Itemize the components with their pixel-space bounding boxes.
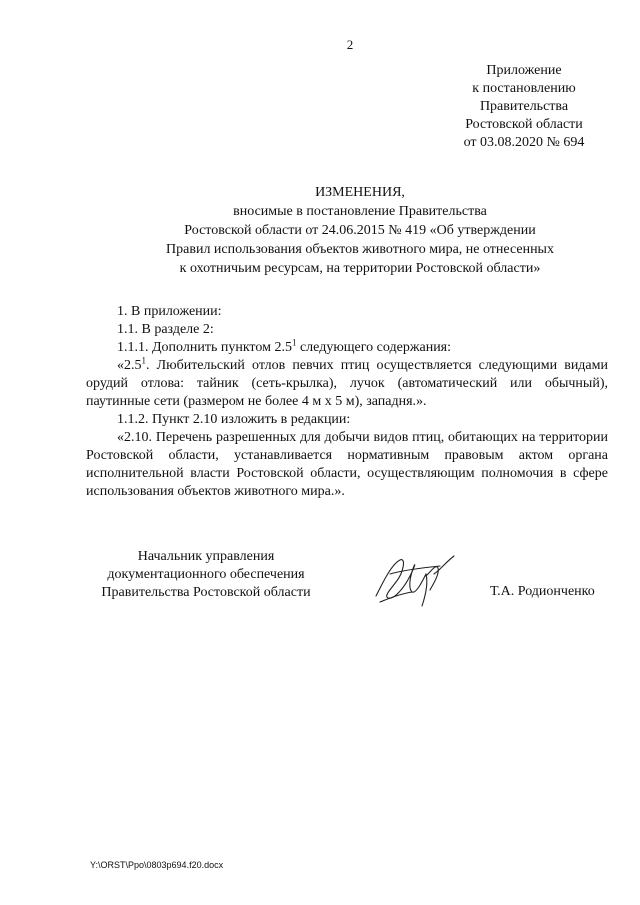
document-body — [86, 303, 608, 501]
appendix-line: от 03.08.2020 № 694 — [463, 135, 585, 150]
document-heading — [110, 183, 610, 278]
paragraph-1-1: 1.1. В разделе 2: — [117, 322, 214, 337]
paragraph-text: . Любительский отлов певчих птиц осуществляется следующими видами орудий отлова: тайник (сеть-крылка), лучок (автоматический или обычный), паутинные сети (размером не более 4 м х 5 м), западня.». — [86, 358, 608, 409]
paragraph-1: 1. В приложении: — [117, 304, 222, 319]
paragraph-text: следующего содержания: — [296, 340, 452, 355]
appendix-line: Приложение — [486, 63, 562, 78]
appendix-line: Правительства — [479, 99, 569, 114]
paragraph-2-10: «2.10. Перечень разрешенных для добычи видов птиц, обитающих на территории Ростовской области, устанавливается нормативным правовым актом органа исполнительной власти Ростовской области, осуществляющим полномочия в сфере использования объектов животного мира.». — [86, 430, 608, 499]
superscript: 1 — [291, 337, 297, 348]
heading-line: вносимые в постановление Правительства — [233, 204, 487, 219]
page-number: 2 — [346, 37, 354, 52]
handwritten-signature — [370, 552, 460, 612]
signatory-name: Т.А. Родионченко — [490, 584, 595, 599]
signatory-title-line: Начальник управления — [137, 549, 275, 564]
heading-line: к охотничьим ресурсам, на территории Ростовской области» — [179, 261, 541, 276]
appendix-line: Ростовской области — [465, 117, 583, 132]
heading-line: Правил использования объектов животного мира, не отнесенных — [166, 242, 554, 257]
paragraph-1-1-1 — [86, 339, 608, 357]
superscript: 1 — [141, 355, 146, 366]
paragraph-2-5-1 — [86, 357, 608, 411]
file-path: Y:\ORST\Ppo\0803p694.f20.docx — [90, 860, 224, 870]
signatory-title-line: Правительства Ростовской области — [101, 585, 311, 600]
heading-title: ИЗМЕНЕНИЯ, — [315, 185, 405, 200]
appendix-line: к постановлению — [472, 81, 576, 96]
heading-line: Ростовской области от 24.06.2015 № 419 «Об утверждении — [184, 223, 536, 238]
appendix-block — [440, 62, 608, 152]
paragraph-text: 1.1.1. Дополнить пунктом 2.5 — [117, 340, 292, 355]
paragraph-text: «2.5 — [117, 358, 142, 373]
signatory-title — [86, 548, 326, 602]
signatory-title-line: документационного обеспечения — [107, 567, 305, 582]
paragraph-1-1-2: 1.1.2. Пункт 2.10 изложить в редакции: — [117, 412, 351, 427]
